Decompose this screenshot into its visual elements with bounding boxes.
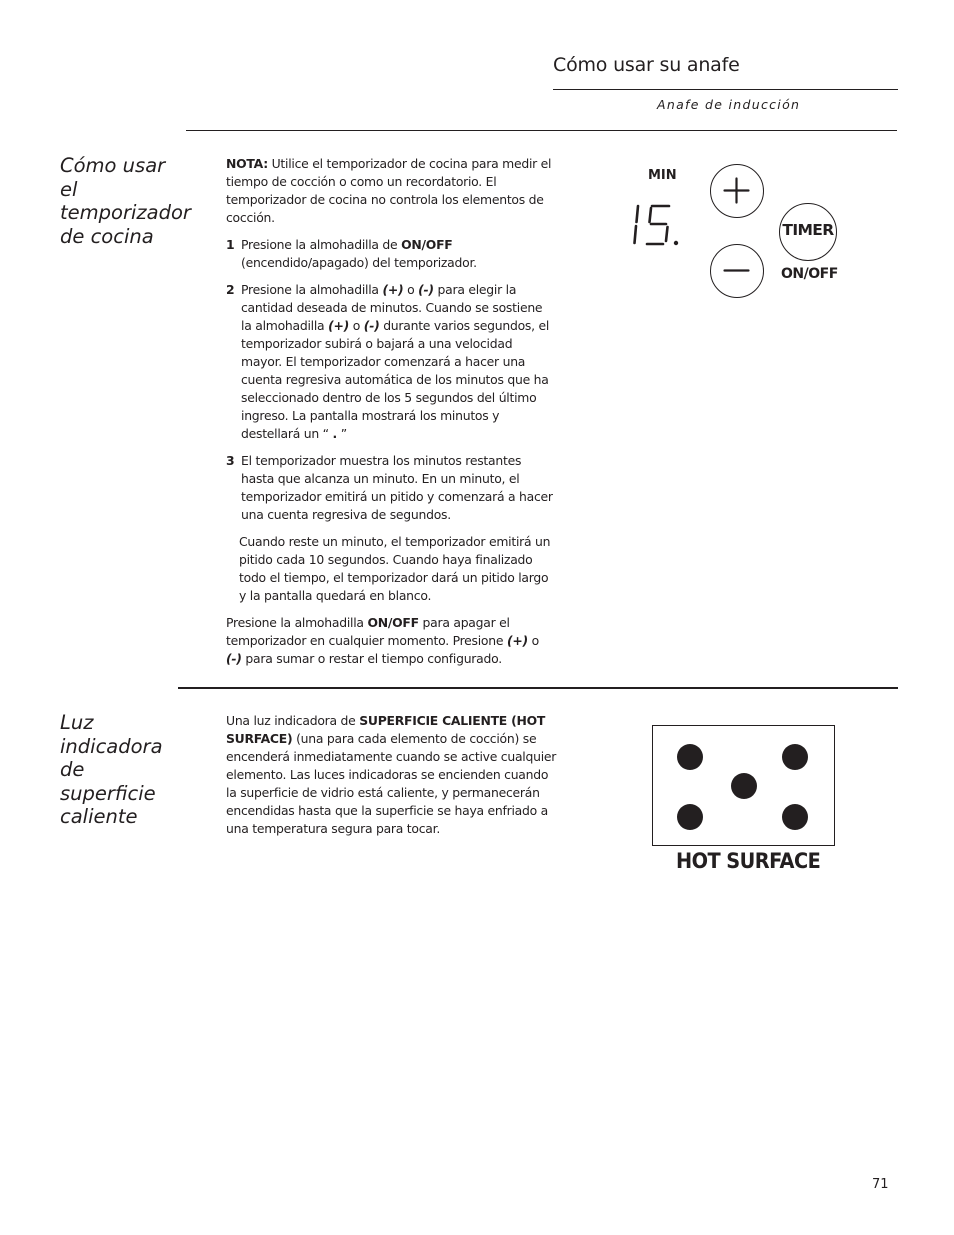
onoff-label: ON/OFF	[781, 266, 838, 282]
step-text: o	[349, 318, 364, 333]
step-3	[226, 452, 556, 524]
onoff-keyword: ON/OFF	[401, 237, 453, 252]
header-rule	[553, 89, 898, 90]
final-paragraph	[226, 614, 556, 668]
step-text: para elegir la cantidad deseada de minutos. Cuando se sostiene la almohadilla	[241, 282, 543, 333]
hot-surface-indicator-panel	[652, 725, 835, 846]
hot-surface-description	[226, 712, 558, 838]
plus-keyword: (+)	[328, 318, 350, 333]
hot-surface-keyword: SUPERFICIE CALIENTE (HOT SURFACE)	[226, 713, 546, 746]
minus-keyword: (-)	[226, 651, 242, 666]
para-text: para apagar el temporizador en cualquier momento. Presione	[226, 615, 510, 648]
min-label: MIN	[648, 168, 677, 183]
timer-instructions	[226, 155, 556, 668]
timer-button-label: TIMER	[782, 221, 834, 239]
para-text: Presione la almohadilla	[226, 615, 368, 630]
section-heading-hot-surface: Luz indicadora de superficie caliente	[60, 711, 163, 828]
hot-surface-light	[677, 804, 703, 830]
hot-surface-light	[782, 744, 808, 770]
minus-icon	[711, 245, 762, 296]
plus-icon	[711, 165, 762, 216]
hot-surface-label: HOT SURFACE	[676, 849, 821, 873]
step-number: 2	[226, 282, 235, 297]
step-text: ”	[337, 426, 347, 441]
seven-segment-digits	[628, 202, 682, 248]
hot-surface-light	[782, 804, 808, 830]
step-number: 3	[226, 453, 235, 468]
section-divider	[186, 130, 897, 131]
timer-minus-button[interactable]	[710, 244, 764, 298]
dot-keyword: .	[332, 426, 338, 441]
hot-surface-light	[677, 744, 703, 770]
minus-keyword: (-)	[363, 318, 380, 333]
step-text: El temporizador muestra los minutos restantes hasta que alcanza un minuto. En un minuto, el temporizador emitirá un pitido y comenzará a hacer una cuenta regresiva de segundos.	[241, 453, 553, 522]
note-paragraph	[226, 155, 556, 227]
para-text: (una para cada elemento de cocción) se encenderá inmediatamente cuando se active cualquier elemento. Las luces indicadoras se encienden cuando la superficie de vidrio está caliente, y permanecerán encendidas hasta que la superficie se haya enfriado a una temperatura segura para tocar.	[226, 731, 557, 836]
para-text: Una luz indicadora de	[226, 713, 360, 728]
timer-plus-button[interactable]	[710, 164, 764, 218]
para-text: o	[527, 633, 539, 648]
para-text: para sumar o restar el tiempo configurado.	[241, 651, 502, 666]
plus-keyword: (+)	[506, 633, 528, 648]
step-text: Presione la almohadilla	[241, 282, 383, 297]
timer-onoff-button[interactable]	[779, 203, 837, 261]
step-text: durante varios segundos, el temporizador subirá o bajará a una velocidad mayor. El temporizador comenzará a hacer una cuenta regresiva automática de los minutos que ha seleccionado dentro de los 5 segundos del último ingreso. La pantalla mostrará los minutos y destellará un “	[241, 318, 550, 441]
page-header-title: Cómo usar su anafe	[553, 54, 740, 76]
section-heading-timer: Cómo usar el temporizador de cocina	[60, 154, 191, 248]
one-minute-paragraph: Cuando reste un minuto, el temporizador emitirá un pitido cada 10 segundos. Cuando haya finalizado todo el tiempo, el temporizador dará un pitido largo y la pantalla quedará en blanco.	[239, 534, 551, 603]
note-label: NOTA:	[226, 156, 268, 171]
page-header-subtitle: Anafe de inducción	[657, 97, 801, 112]
hot-surface-light	[731, 773, 757, 799]
step-1	[226, 236, 556, 272]
step-text: (encendido/apagado) del temporizador.	[241, 255, 477, 270]
step-number: 1	[226, 237, 235, 252]
onoff-keyword: ON/OFF	[367, 615, 419, 630]
step-2	[226, 281, 556, 443]
timer-display	[628, 202, 682, 252]
step-text: o	[403, 282, 419, 297]
step-text: Presione la almohadilla de	[241, 237, 402, 252]
hot-surface-paragraph	[226, 712, 558, 838]
minus-keyword: (-)	[418, 282, 434, 297]
plus-keyword: (+)	[382, 282, 404, 297]
section-divider-thick	[178, 687, 898, 689]
page-number: 71	[872, 1177, 889, 1192]
note-text: Utilice el temporizador de cocina para medir el tiempo de cocción o como un recordatorio. El temporizador de cocina no controla los elementos de cocción.	[226, 156, 552, 225]
